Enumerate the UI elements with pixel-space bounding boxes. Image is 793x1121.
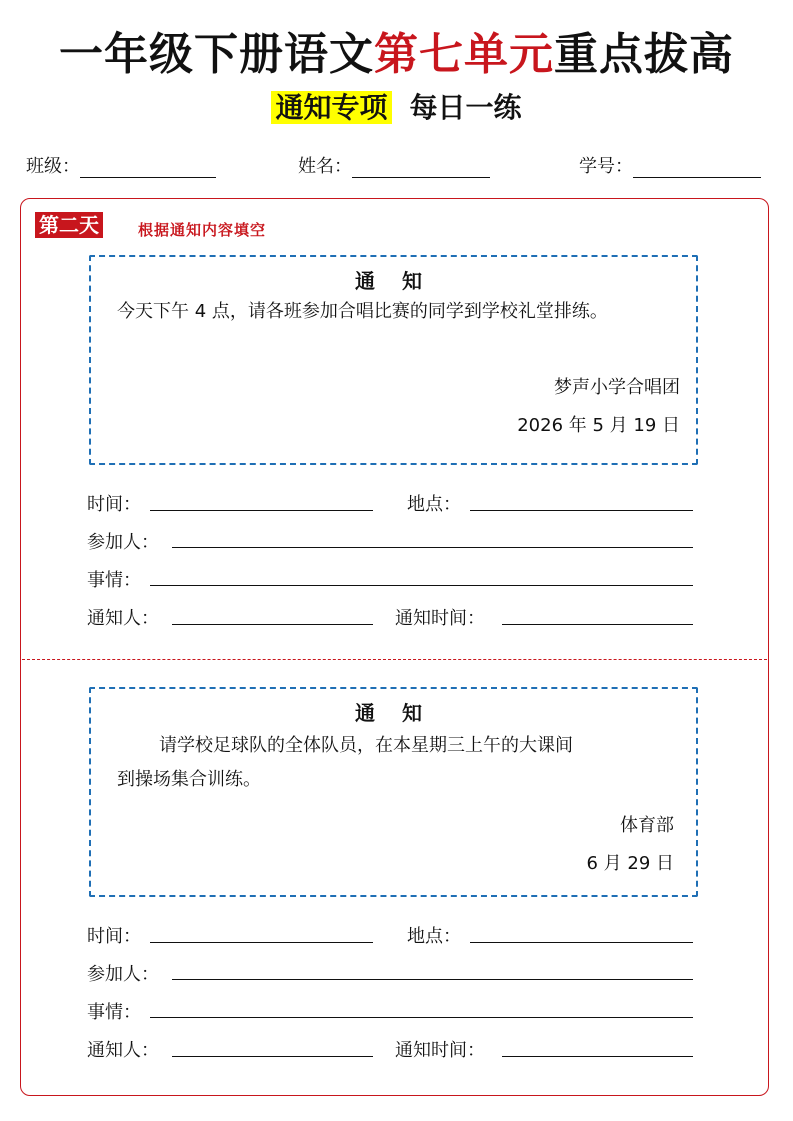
id-label: 学号： (579, 156, 633, 177)
participants-label-2: 参加人： (87, 964, 159, 985)
notifier-label: 通知人： (87, 608, 159, 629)
place-blank[interactable] (470, 510, 693, 511)
section-divider (22, 659, 767, 660)
matter-blank[interactable] (150, 585, 693, 586)
title-part1: 一年级下册语文 (59, 29, 374, 80)
title-unit: 第七单元 (374, 29, 554, 80)
place-blank-2[interactable] (470, 942, 693, 943)
notice-time-label: 通知时间： (395, 608, 485, 629)
notice-1-date: 2026 年 5 月 19 日 (517, 415, 680, 436)
notice-time-blank[interactable] (502, 624, 693, 625)
matter-label: 事情： (87, 570, 141, 591)
notifier-blank[interactable] (172, 624, 373, 625)
notifier-label-2: 通知人： (87, 1040, 159, 1061)
name-field (298, 152, 490, 178)
class-label: 班级： (26, 156, 80, 177)
page-title (0, 18, 793, 82)
notice-2-date: 6 月 29 日 (586, 853, 674, 874)
notice-box-2 (89, 687, 698, 897)
notice-2-signature: 体育部 (620, 815, 674, 836)
participants-blank[interactable] (172, 547, 693, 548)
time-blank[interactable] (150, 510, 373, 511)
subtitle-rest: 每日一练 (409, 91, 522, 124)
time-label: 时间： (87, 494, 141, 515)
title-part3: 重点拔高 (554, 29, 734, 80)
participants-blank-2[interactable] (172, 979, 693, 980)
name-label: 姓名： (298, 156, 352, 177)
subtitle-highlight: 通知专项 (271, 91, 391, 124)
notice-time-blank-2[interactable] (502, 1056, 693, 1057)
notice-1-title: 通 知 (355, 269, 432, 293)
name-blank[interactable] (352, 157, 490, 178)
place-label: 地点： (407, 494, 461, 515)
page-subtitle (0, 86, 793, 126)
class-blank[interactable] (80, 157, 216, 178)
place-label-2: 地点： (407, 926, 461, 947)
notice-time-label-2: 通知时间： (395, 1040, 485, 1061)
notice-2-body-line1: 请学校足球队的全体队员，在本星期三上午的大课间 (159, 735, 573, 756)
matter-label-2: 事情： (87, 1002, 141, 1023)
notice-1-signature: 梦声小学合唱团 (554, 377, 680, 398)
student-id-field (579, 152, 761, 178)
notice-2-title: 通 知 (355, 701, 432, 725)
notifier-blank-2[interactable] (172, 1056, 373, 1057)
notice-box-1 (89, 255, 698, 465)
time-label-2: 时间： (87, 926, 141, 947)
participants-label: 参加人： (87, 532, 159, 553)
notice-1-body: 今天下午 4 点，请各班参加合唱比赛的同学到学校礼堂排练。 (117, 301, 608, 322)
instruction-text: 根据通知内容填空 (138, 221, 267, 239)
time-blank-2[interactable] (150, 942, 373, 943)
class-field (26, 152, 216, 178)
notice-2-body-line2: 到操场集合训练。 (117, 769, 261, 790)
day-tag: 第二天 (35, 212, 103, 238)
id-blank[interactable] (633, 157, 761, 178)
matter-blank-2[interactable] (150, 1017, 693, 1018)
